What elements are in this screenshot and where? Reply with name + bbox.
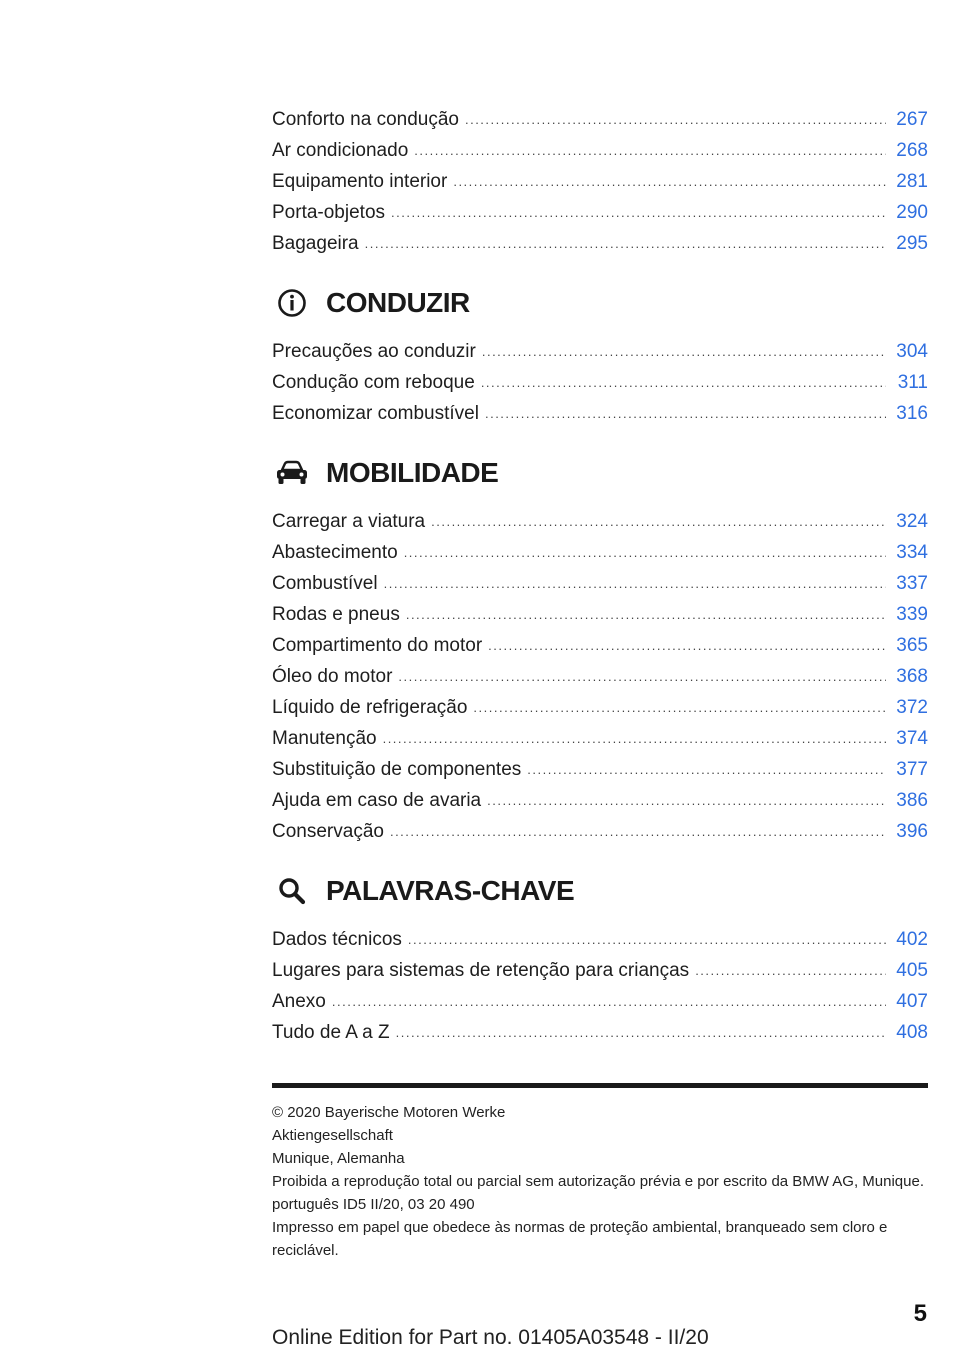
dot-leader [332, 986, 886, 1017]
dot-leader [481, 367, 886, 398]
toc-entry[interactable] [272, 336, 928, 367]
toc-page-link[interactable]: 281 [896, 171, 928, 192]
section-header-mobilidade[interactable] [272, 443, 928, 503]
toc-page-link[interactable]: 386 [896, 790, 928, 811]
edition-line: português ID5 II/20, 03 20 490 [272, 1196, 475, 1213]
search-icon [272, 871, 312, 911]
rights-notice: Proibida a reprodução total ou parcial sem autorização prévia e por escrito da BMW AG, Munique. [272, 1173, 925, 1190]
toc-entry[interactable] [272, 630, 928, 661]
toc-page-link[interactable]: 316 [896, 403, 928, 424]
toc-entry-label: Carregar a viatura [272, 511, 426, 532]
section-title: PALAVRAS-CHAVE [326, 875, 575, 906]
copyright-line: © 2020 Bayerische Motoren Werke [272, 1104, 506, 1121]
car-icon [272, 453, 312, 493]
toc-entry-label: Ar condicionado [272, 140, 409, 161]
toc-entry[interactable] [272, 367, 928, 398]
toc-entry[interactable] [272, 506, 928, 537]
toc-page-link[interactable]: 405 [896, 960, 928, 981]
toc-page-link[interactable]: 290 [896, 202, 928, 223]
toc-entry[interactable] [272, 723, 928, 754]
toc-page-link[interactable]: 339 [896, 604, 928, 625]
dot-leader [527, 754, 886, 785]
toc-group-comfort [272, 104, 928, 259]
toc-group-driving [272, 336, 928, 429]
dot-leader [404, 537, 886, 568]
toc-entry[interactable] [272, 537, 928, 568]
dot-leader [391, 197, 886, 228]
city-line: Munique, Alemanha [272, 1150, 405, 1167]
section-title: MOBILIDADE [326, 457, 499, 488]
toc-entry[interactable] [272, 568, 928, 599]
footer-edition: Online Edition for Part no. 01405A03548 - II/20 [272, 1326, 709, 1349]
toc-page-link[interactable]: 374 [896, 728, 928, 749]
toc-entry-label: Equipamento interior [272, 171, 448, 192]
toc-entry-label: Anexo [272, 991, 326, 1012]
toc-entry[interactable] [272, 661, 928, 692]
info-icon [272, 283, 312, 323]
toc-entry-label: Óleo do motor [272, 666, 393, 687]
dot-leader [396, 1017, 886, 1048]
toc-entry-label: Bagageira [272, 233, 359, 254]
toc-entry[interactable] [272, 197, 928, 228]
toc-page-link[interactable]: 304 [896, 341, 928, 362]
toc-entry-label: Lugares para sistemas de retenção para crianças [272, 960, 690, 981]
toc-page-link[interactable]: 268 [896, 140, 928, 161]
toc-page-link[interactable]: 337 [896, 573, 928, 594]
toc-entry-label: Precauções ao conduzir [272, 341, 476, 362]
toc-group-keywords [272, 924, 928, 1048]
toc-page-link[interactable]: 377 [896, 759, 928, 780]
toc-page-link[interactable]: 334 [896, 542, 928, 563]
legal-notice [272, 1101, 928, 1262]
toc-entry[interactable] [272, 599, 928, 630]
page-number: 5 [913, 1300, 927, 1327]
toc-entry[interactable] [272, 135, 928, 166]
toc-entry-label: Combustível [272, 573, 378, 594]
paper-notice: Impresso em papel que obedece às normas de proteção ambiental, branqueado sem cloro e reciclável. [272, 1219, 888, 1259]
toc-entry-label: Manutenção [272, 728, 377, 749]
dot-leader [365, 228, 886, 259]
toc-page-link[interactable]: 365 [896, 635, 928, 656]
toc-entry-label: Conservação [272, 821, 384, 842]
toc-page-link[interactable]: 402 [896, 929, 928, 950]
divider-rule [272, 1083, 928, 1088]
toc-entry[interactable] [272, 754, 928, 785]
toc-entry-label: Compartimento do motor [272, 635, 483, 656]
toc-entry-label: Dados técnicos [272, 929, 402, 950]
dot-leader [488, 630, 886, 661]
dot-leader [695, 955, 886, 986]
toc-entry[interactable] [272, 1017, 928, 1048]
toc-entry[interactable] [272, 398, 928, 429]
toc-entry[interactable] [272, 986, 928, 1017]
dot-leader [482, 336, 886, 367]
dot-leader [487, 785, 886, 816]
toc-entry-label: Líquido de refrigeração [272, 697, 468, 718]
toc-entry-label: Tudo de A a Z [272, 1022, 390, 1043]
dot-leader [453, 166, 886, 197]
dot-leader [398, 661, 886, 692]
dot-leader [431, 506, 886, 537]
dot-leader [383, 723, 886, 754]
dot-leader [485, 398, 886, 429]
dot-leader [473, 692, 886, 723]
dot-leader [465, 104, 886, 135]
toc-group-mobility [272, 506, 928, 847]
toc-entry[interactable] [272, 104, 928, 135]
toc-entry[interactable] [272, 692, 928, 723]
toc-entry-label: Economizar combustível [272, 403, 479, 424]
toc-entry-label: Porta-objetos [272, 202, 386, 223]
company-line: Aktiengesellschaft [272, 1127, 393, 1144]
toc-entry-label: Abastecimento [272, 542, 398, 563]
toc-page-link[interactable]: 396 [896, 821, 928, 842]
toc-entry[interactable] [272, 924, 928, 955]
toc-entry[interactable] [272, 228, 928, 259]
dot-leader [390, 816, 886, 847]
toc-page-link[interactable]: 324 [896, 511, 928, 532]
toc-page-link[interactable]: 311 [897, 372, 928, 393]
toc-page-link[interactable]: 372 [896, 697, 928, 718]
toc-entry-label: Ajuda em caso de avaria [272, 790, 482, 811]
toc-entry-label: Conforto na condução [272, 109, 459, 130]
dot-leader [384, 568, 886, 599]
dot-leader [406, 599, 886, 630]
toc-page-link[interactable]: 295 [896, 233, 928, 254]
section-title: CONDUZIR [326, 287, 470, 318]
section-header-palavras-chave[interactable] [272, 861, 928, 921]
dot-leader [408, 924, 886, 955]
toc-entry-label: Substituição de componentes [272, 759, 522, 780]
toc-page-link[interactable]: 267 [896, 109, 928, 130]
toc-page-link[interactable]: 407 [896, 991, 928, 1012]
toc-entry[interactable] [272, 166, 928, 197]
toc-page-link[interactable]: 368 [896, 666, 928, 687]
toc-page-link[interactable]: 408 [896, 1022, 928, 1043]
toc-entry[interactable] [272, 816, 928, 847]
toc-entry[interactable] [272, 955, 928, 986]
dot-leader [414, 135, 886, 166]
section-header-conduzir[interactable] [272, 273, 928, 333]
toc-entry[interactable] [272, 785, 928, 816]
table-of-contents [272, 104, 928, 1048]
toc-entry-label: Condução com reboque [272, 372, 475, 393]
toc-entry-label: Rodas e pneus [272, 604, 400, 625]
